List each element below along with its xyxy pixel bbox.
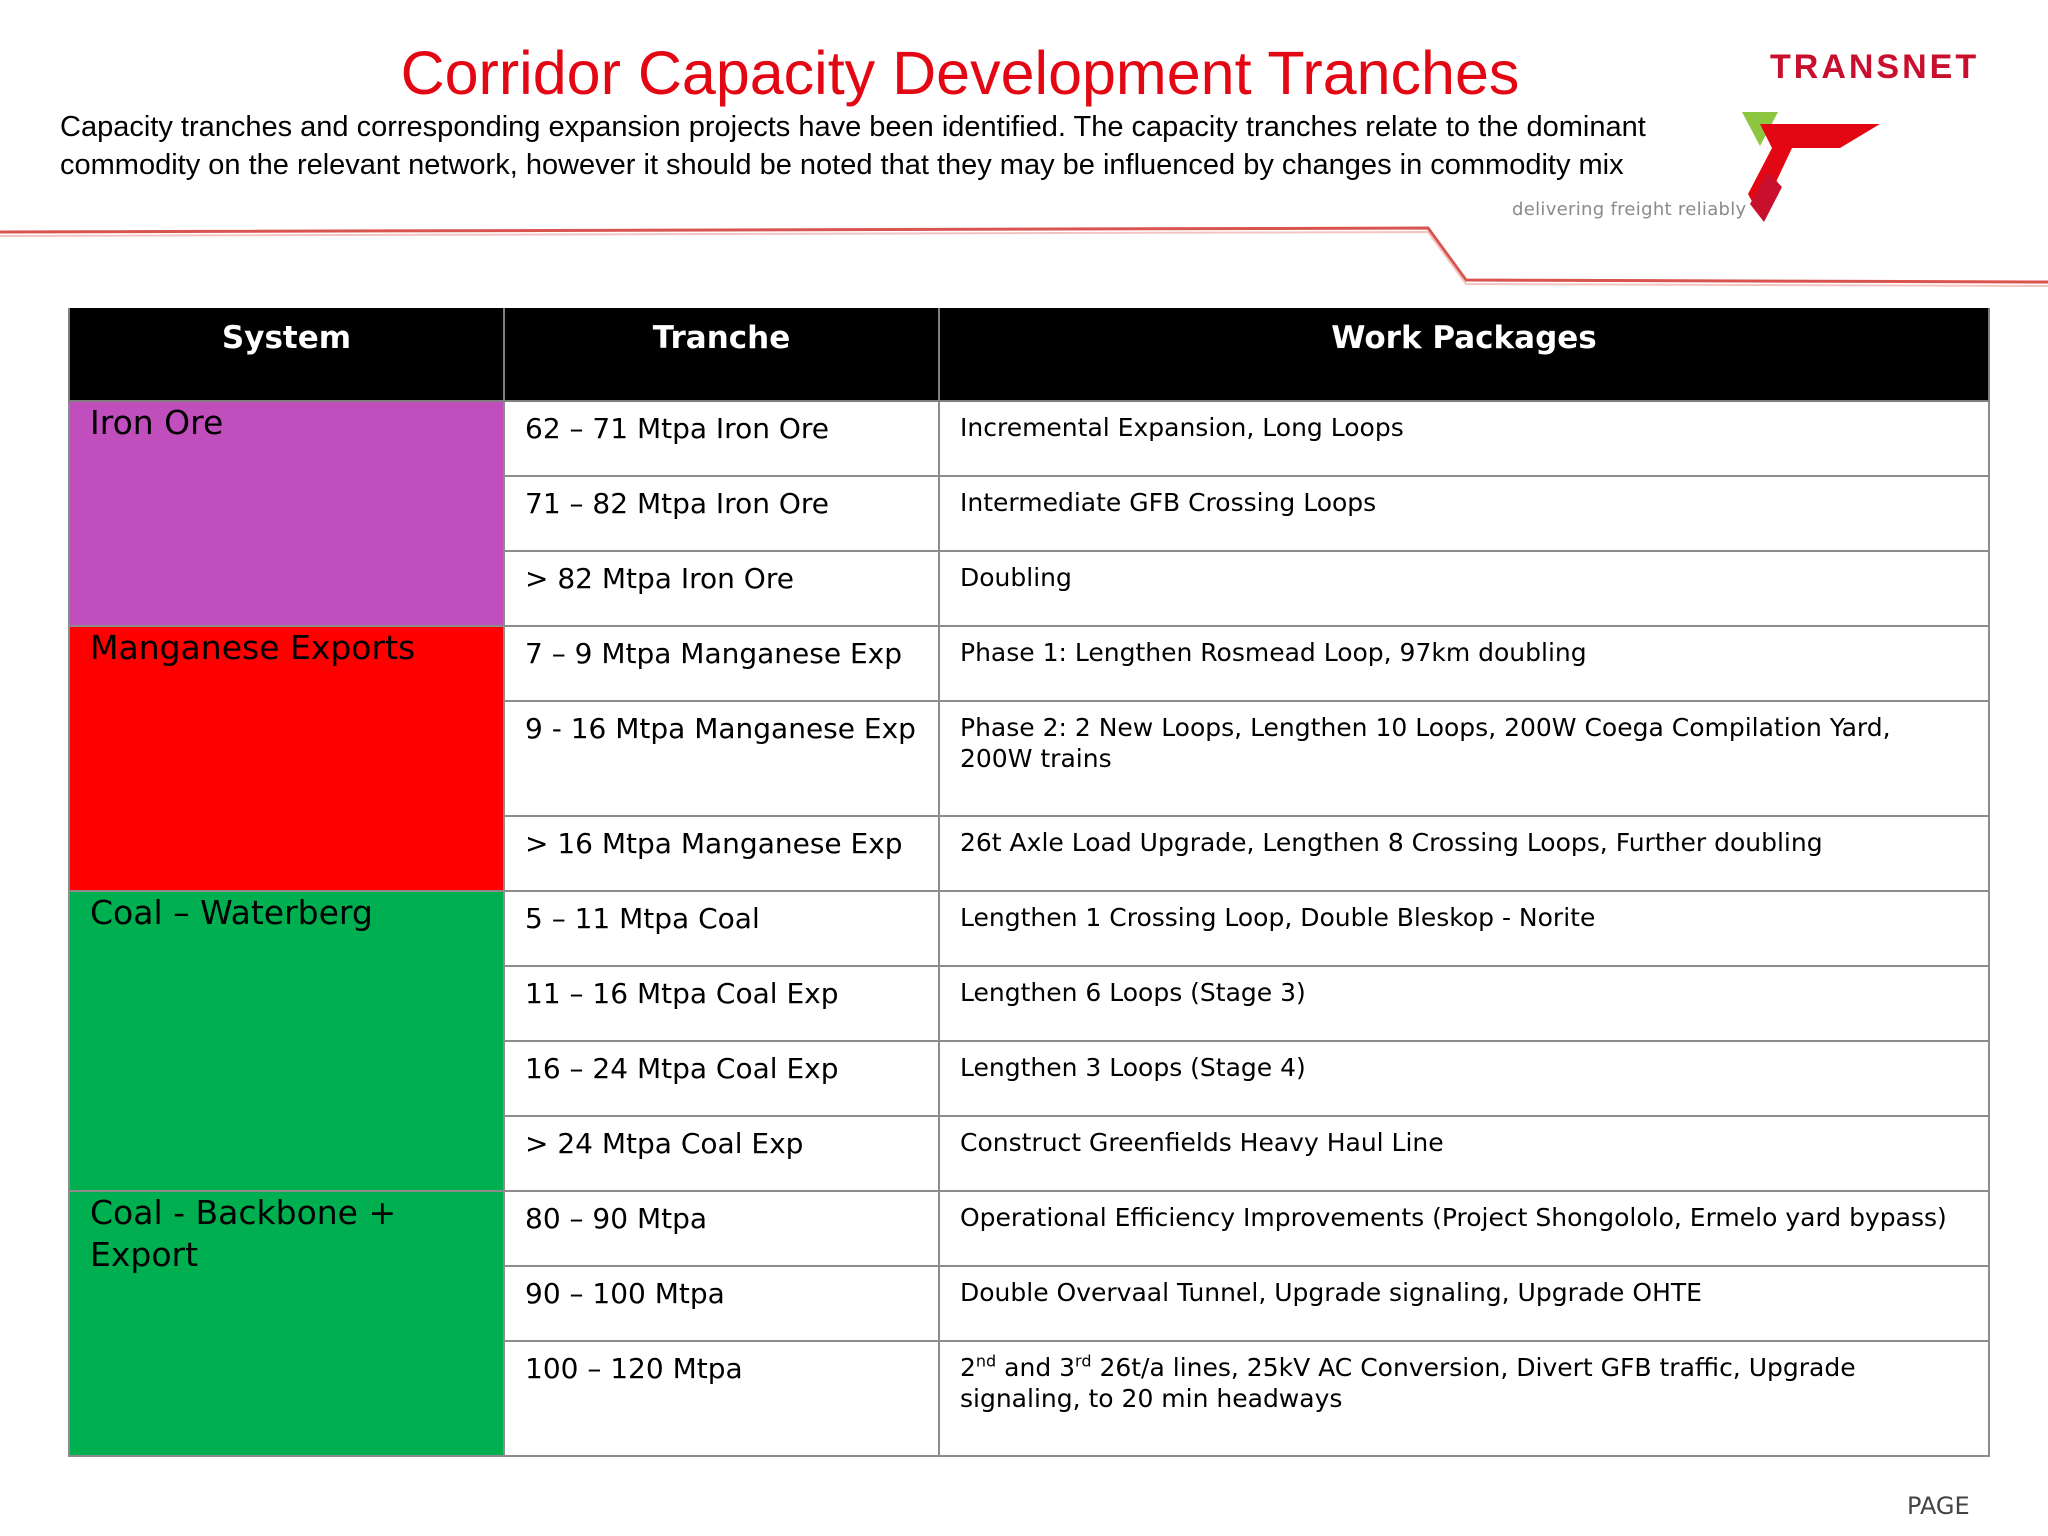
transnet-logo-text: TRANSNET	[1770, 48, 1980, 86]
ordinal-suffix-nd: nd	[975, 1351, 997, 1371]
work-package-cell: Lengthen 3 Loops (Stage 4)	[939, 1041, 1989, 1116]
work-package-cell: Phase 2: 2 New Loops, Lengthen 10 Loops, 200W Coega Compilation Yard, 200W trains	[939, 701, 1989, 816]
work-text-b: and 3	[996, 1353, 1076, 1382]
system-iron-ore: Iron Ore	[69, 401, 504, 626]
page-subtitle	[60, 108, 1820, 184]
table-row	[69, 626, 1989, 701]
tranche-cell: 9 - 16 Mtpa Manganese Exp	[504, 701, 939, 816]
tranche-cell: 11 – 16 Mtpa Coal Exp	[504, 966, 939, 1041]
header-work-packages: Work Packages	[939, 308, 1989, 401]
table-row	[69, 891, 1989, 966]
tranche-cell: 100 – 120 Mtpa	[504, 1341, 939, 1456]
header-tranche: Tranche	[504, 308, 939, 401]
table-header-row	[69, 308, 1989, 401]
tranche-cell: 7 – 9 Mtpa Manganese Exp	[504, 626, 939, 701]
tranche-cell: > 82 Mtpa Iron Ore	[504, 551, 939, 626]
work-package-cell: Operational Efficiency Improvements (Project Shongololo, Ermelo yard bypass)	[939, 1191, 1989, 1266]
page-label: PAGE	[1907, 1492, 1970, 1520]
table-row	[69, 401, 1989, 476]
subtitle-line-2: commodity on the relevant network, however it should be noted that they may be influenced by changes in commodity mix	[60, 149, 1624, 181]
header-system: System	[69, 308, 504, 401]
tranche-cell: 62 – 71 Mtpa Iron Ore	[504, 401, 939, 476]
system-coal-waterberg: Coal – Waterberg	[69, 891, 504, 1191]
work-package-cell: Phase 1: Lengthen Rosmead Loop, 97km doubling	[939, 626, 1989, 701]
tranches-table	[68, 308, 1990, 1457]
ordinal-suffix-rd: rd	[1075, 1351, 1092, 1371]
work-package-cell: Doubling	[939, 551, 1989, 626]
header-swoosh-line	[0, 222, 2048, 288]
work-package-cell: Intermediate GFB Crossing Loops	[939, 476, 1989, 551]
work-text-c: 26t/a lines, 25kV AC Conversion, Divert GFB traffic, Upgrade signaling, to 20 min headways	[960, 1353, 1856, 1413]
work-package-cell: Lengthen 1 Crossing Loop, Double Bleskop - Norite	[939, 891, 1989, 966]
brand-tagline: delivering freight reliably	[1512, 199, 1747, 220]
page-title: Corridor Capacity Development Tranches	[400, 39, 1520, 107]
tranche-cell: > 24 Mtpa Coal Exp	[504, 1116, 939, 1191]
tranche-cell: 5 – 11 Mtpa Coal	[504, 891, 939, 966]
system-coal-backbone-export: Coal - Backbone + Export	[69, 1191, 504, 1456]
work-package-cell: Incremental Expansion, Long Loops	[939, 401, 1989, 476]
work-text-a: 2	[960, 1353, 976, 1382]
tranche-cell: 80 – 90 Mtpa	[504, 1191, 939, 1266]
tranche-cell: 16 – 24 Mtpa Coal Exp	[504, 1041, 939, 1116]
tranche-cell: 90 – 100 Mtpa	[504, 1266, 939, 1341]
tranche-cell: > 16 Mtpa Manganese Exp	[504, 816, 939, 891]
work-package-cell: 26t Axle Load Upgrade, Lengthen 8 Crossing Loops, Further doubling	[939, 816, 1989, 891]
work-package-cell: Construct Greenfields Heavy Haul Line	[939, 1116, 1989, 1191]
table-row	[69, 1191, 1989, 1266]
tranche-cell: 71 – 82 Mtpa Iron Ore	[504, 476, 939, 551]
work-package-cell: Lengthen 6 Loops (Stage 3)	[939, 966, 1989, 1041]
work-package-cell	[939, 1341, 1989, 1456]
subtitle-line-1: Capacity tranches and corresponding expansion projects have been identified. The capacity tranches relate to the dominant	[60, 111, 1646, 143]
work-package-cell: Double Overvaal Tunnel, Upgrade signaling, Upgrade OHTE	[939, 1266, 1989, 1341]
system-manganese-exports: Manganese Exports	[69, 626, 504, 891]
